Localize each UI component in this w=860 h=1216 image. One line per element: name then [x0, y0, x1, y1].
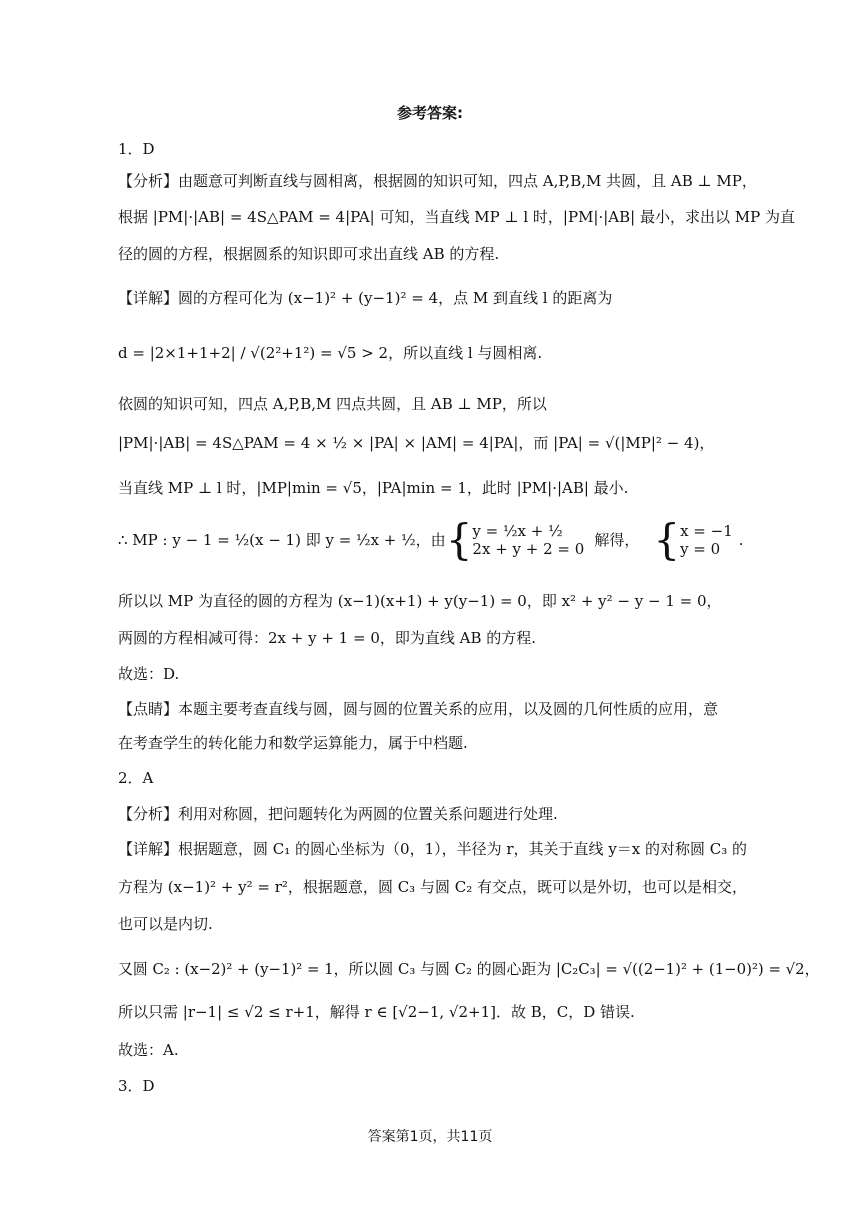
detail-line-9: 故选：D.: [118, 665, 180, 683]
analysis-line-2: 根据 |PM|·|AB| = 4S△PAM = 4|PA| 可知，当直线 MP ⊥ l 时，|PM|·|AB| 最小，求出以 MP 为直: [118, 208, 795, 226]
solution-row-1: x = −1: [680, 522, 733, 540]
question-1-answer: 1．D: [118, 140, 155, 158]
detail-line-7: 所以以 MP 为直径的圆的方程为 (x−1)(x+1) + y(y−1) = 0，即 x² + y² − y − 1 = 0，: [118, 592, 722, 610]
comment-line-2: 在考查学生的转化能力和数学运算能力，属于中档题.: [118, 734, 468, 752]
page-footer: 答案第1页，共11页: [367, 1129, 493, 1145]
detail-line-2: d = |2×1+1+2| / √(2²+1²) = √5 > 2，所以直线 l 与圆相离.: [118, 344, 543, 362]
solution-system: [680, 522, 733, 558]
question-2-answer: 2．A: [118, 769, 154, 787]
analysis-line-1: 【分析】由题意可判断直线与圆相离，根据圆的知识可知，四点 A,P,B,M 共圆，且 AB ⊥ MP，: [118, 172, 757, 190]
detail-line-8: 两圆的方程相减可得：2x + y + 1 = 0，即为直线 AB 的方程.: [118, 629, 537, 647]
left-brace-solution: {: [653, 515, 681, 564]
detail-line-6: [118, 510, 744, 570]
system-end: .: [738, 531, 744, 549]
system-row-1: y = ½x + ½: [472, 522, 563, 540]
solve-label: 解得，: [594, 531, 640, 549]
q2-detail-line-2: 方程为 (x−1)² + y² = r²，根据题意，圆 C₃ 与圆 C₂ 有交点，既可以是外切，也可以是相交，: [118, 878, 747, 896]
detail-line-1: 【详解】圆的方程可化为 (x−1)² + (y−1)² = 4，点 M 到直线 l 的距离为: [118, 289, 613, 307]
comment-line-1: 【点睛】本题主要考查直线与圆，圆与圆的位置关系的应用，以及圆的几何性质的应用，意: [118, 700, 719, 718]
q2-detail-line-5: 所以只需 |r−1| ≤ √2 ≤ r+1，解得 r ∈ [√2−1, √2+1]．故 B，C，D 错误.: [118, 1003, 635, 1021]
detail-line-4: |PM|·|AB| = 4S△PAM = 4 × ½ × |PA| × |AM| = 4|PA|，而 |PA| = √(|MP|² − 4)，: [118, 434, 715, 452]
q2-analysis: 【分析】利用对称圆，把问题转化为两圆的位置关系问题进行处理.: [118, 805, 558, 823]
equation-system: [472, 522, 584, 558]
q2-conclusion: 故选：A.: [118, 1041, 179, 1059]
solution-row-2: y = 0: [680, 540, 721, 558]
detail-line-3: 依圆的知识可知，四点 A,P,B,M 四点共圆，且 AB ⊥ MP，所以: [118, 395, 547, 413]
q2-detail-line-3: 也可以是内切.: [118, 915, 213, 933]
q2-detail-line-1: 【详解】根据题意，圆 C₁ 的圆心坐标为（0，1），半径为 r，其关于直线 y＝x 的对称圆 C₃ 的: [118, 840, 748, 858]
question-3-answer: 3．D: [118, 1077, 155, 1095]
mp-line-equation: ∴ MP : y − 1 = ½(x − 1) 即 y = ½x + ½，由: [118, 531, 446, 549]
left-brace: {: [445, 515, 473, 564]
system-row-2: 2x + y + 2 = 0: [472, 540, 585, 558]
detail-line-5: 当直线 MP ⊥ l 时，|MP|min = √5，|PA|min = 1，此时 |PM|·|AB| 最小.: [118, 479, 629, 497]
page-title: 参考答案:: [397, 104, 463, 122]
q2-detail-line-4: 又圆 C₂ : (x−2)² + (y−1)² = 1，所以圆 C₃ 与圆 C₂ 的圆心距为 |C₂C₃| = √((2−1)² + (1−0)²) = √2，: [118, 960, 820, 978]
analysis-line-3: 径的圆的方程，根据圆系的知识即可求出直线 AB 的方程.: [118, 245, 500, 263]
